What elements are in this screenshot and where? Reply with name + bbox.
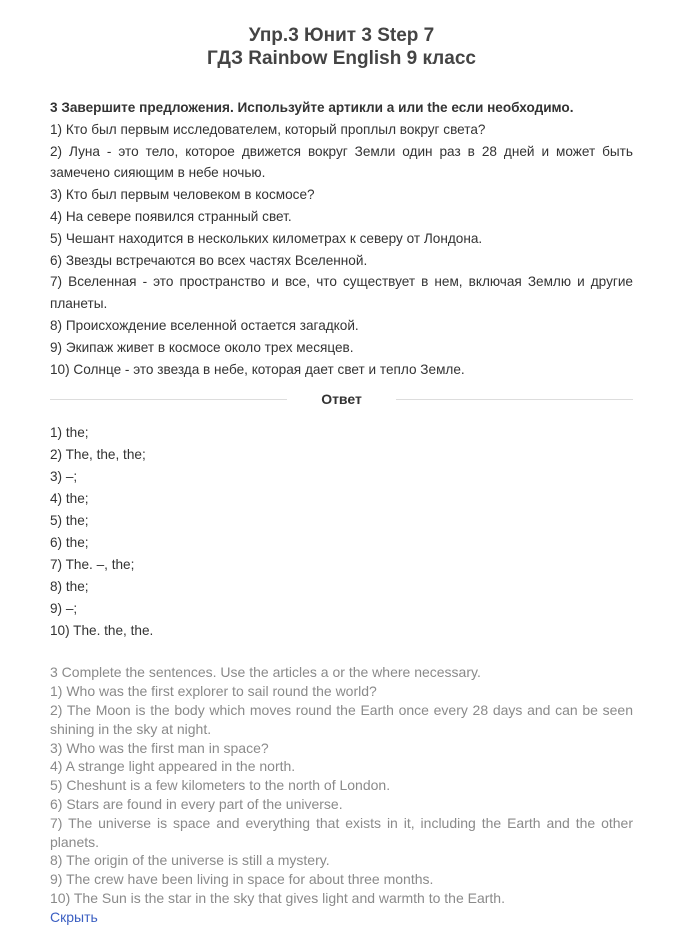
- divider-line-right: [396, 399, 633, 400]
- task-item: 2) Луна - это тело, которое движется вокруг Земли один раз в 28 дней и может быть замечено сияющим в небе ночью.: [50, 143, 633, 181]
- task-heading: 3 Завершите предложения. Используйте артикли a или the если необходимо.: [50, 100, 574, 115]
- task-item: 10) Солнце - это звезда в небе, которая дает свет и тепло Земле.: [50, 361, 465, 377]
- english-item: 6) Stars are found in every part of the universe.: [50, 795, 343, 812]
- answer-item: 2) The, the, the;: [50, 447, 146, 463]
- english-item: 4) A strange light appeared in the north.: [50, 758, 296, 775]
- page-content: [50, 0, 633, 927]
- answer-item: 9) –;: [50, 601, 78, 617]
- english-item: 7) The universe is space and everything that exists in it, including the Earth and the other planets.: [50, 814, 633, 850]
- title-line-1: Упр.3 Юнит 3 Step 7: [248, 25, 435, 46]
- title-line-2: ГДЗ Rainbow English 9 класс: [207, 48, 476, 69]
- english-heading: 3 Complete the sentences. Use the articles a or the where necessary.: [50, 664, 481, 681]
- task-item: 9) Экипаж живет в космосе около трех месяцев.: [50, 339, 354, 355]
- task-item: 3) Кто был первым человеком в космосе?: [50, 187, 315, 203]
- answer-item: 10) The. the, the.: [50, 623, 154, 639]
- english-item: 9) The crew have been living in space for about three months.: [50, 871, 434, 888]
- task-item: 6) Звезды встречаются во всех частях Вселенной.: [50, 252, 368, 268]
- page-title: [50, 24, 633, 70]
- english-item: 1) Who was the first explorer to sail round the world?: [50, 683, 377, 700]
- answer-item: 8) the;: [50, 579, 89, 595]
- answer-item: 4) the;: [50, 491, 89, 507]
- task-english: [50, 663, 633, 907]
- answer-divider: [50, 388, 633, 410]
- task-item: 5) Чешант находится в нескольких километрах к северу от Лондона.: [50, 230, 483, 246]
- english-item: 10) The Sun is the star in the sky that gives light and warmth to the Earth.: [50, 889, 505, 906]
- hide-link[interactable]: Скрыть: [50, 908, 98, 925]
- task-item: 1) Кто был первым исследователем, который проплыл вокруг света?: [50, 121, 486, 137]
- answer-item: 3) –;: [50, 469, 78, 485]
- task-item: 4) На севере появился странный свет.: [50, 208, 292, 224]
- answer-item: 1) the;: [50, 425, 89, 441]
- english-item: 5) Cheshunt is a few kilometers to the north of London.: [50, 777, 391, 794]
- task-item: 8) Происхождение вселенной остается загадкой.: [50, 317, 359, 333]
- task-russian: [50, 97, 633, 380]
- answer-item: 6) the;: [50, 535, 89, 551]
- task-item: 7) Вселенная - это пространство и все, что существует в нем, включая Землю и другие планеты.: [50, 274, 633, 312]
- english-item: 2) The Moon is the body which moves round the Earth once every 28 days and can be seen shining in the sky at night.: [50, 701, 633, 737]
- english-item: 8) The origin of the universe is still a mystery.: [50, 852, 330, 869]
- answer-label: Ответ: [321, 391, 362, 408]
- english-item: 3) Who was the first man in space?: [50, 739, 269, 756]
- answer-item: 5) the;: [50, 513, 89, 529]
- divider-line-left: [50, 399, 287, 400]
- answer-list: [50, 422, 633, 642]
- answer-item: 7) The. –, the;: [50, 557, 135, 573]
